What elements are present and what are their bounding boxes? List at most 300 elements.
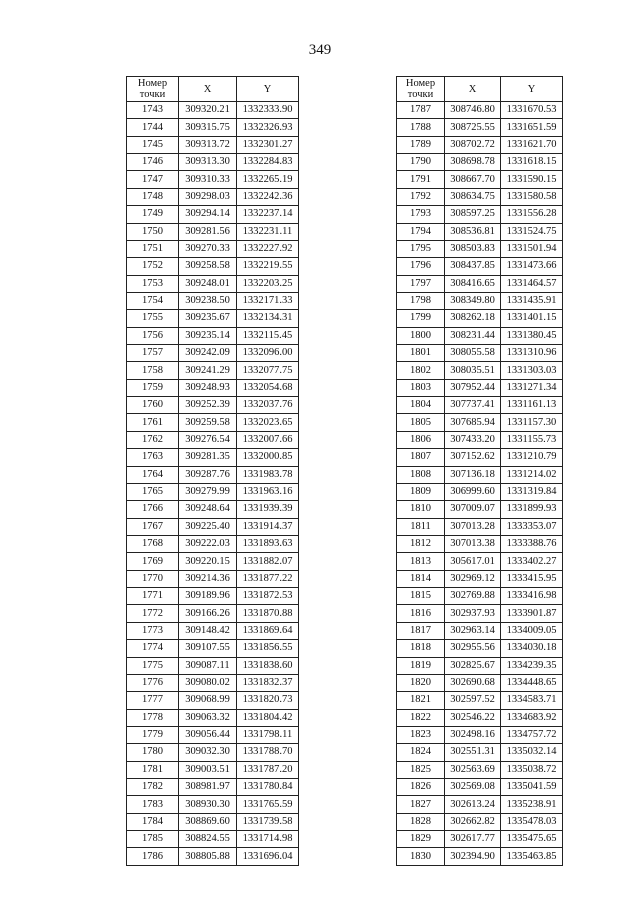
x-cell: 302613.24: [445, 796, 501, 813]
x-cell: 309281.35: [179, 449, 237, 466]
y-cell: 1335238.91: [501, 796, 563, 813]
point-number-cell: 1787: [397, 102, 445, 119]
x-cell: 308055.58: [445, 345, 501, 362]
table-row: [397, 535, 563, 552]
y-cell: 1332227.92: [237, 240, 299, 257]
x-cell: 306999.60: [445, 483, 501, 500]
y-cell: 1332007.66: [237, 431, 299, 448]
table-row: [127, 188, 299, 205]
x-cell: 302597.52: [445, 692, 501, 709]
point-number-cell: 1784: [127, 813, 179, 830]
x-cell: 309248.64: [179, 501, 237, 518]
point-number-cell: 1769: [127, 553, 179, 570]
table-row: [397, 640, 563, 657]
x-cell: 307685.94: [445, 414, 501, 431]
table-row: [127, 154, 299, 171]
x-cell: 309248.93: [179, 379, 237, 396]
x-cell: 308262.18: [445, 310, 501, 327]
point-number-cell: 1777: [127, 692, 179, 709]
table-row: [397, 570, 563, 587]
point-number-cell: 1818: [397, 640, 445, 657]
point-number-cell: 1749: [127, 206, 179, 223]
point-number-cell: 1778: [127, 709, 179, 726]
point-number-cell: 1802: [397, 362, 445, 379]
x-cell: 302955.56: [445, 640, 501, 657]
table-row: [127, 345, 299, 362]
x-cell: 302551.31: [445, 744, 501, 761]
x-cell: 307013.38: [445, 535, 501, 552]
table-row: [127, 397, 299, 414]
x-cell: 307136.18: [445, 466, 501, 483]
table-row: [397, 119, 563, 136]
x-cell: 307433.20: [445, 431, 501, 448]
x-cell: 309107.55: [179, 640, 237, 657]
x-cell: 308349.80: [445, 292, 501, 309]
x-cell: 309032.30: [179, 744, 237, 761]
y-cell: 1335478.03: [501, 813, 563, 830]
table-row: [127, 726, 299, 743]
table-row: [397, 206, 563, 223]
table-row: [127, 588, 299, 605]
x-cell: 308981.97: [179, 779, 237, 796]
y-cell: 1331780.84: [237, 779, 299, 796]
x-cell: 307013.28: [445, 518, 501, 535]
point-number-cell: 1808: [397, 466, 445, 483]
y-cell: 1331714.98: [237, 831, 299, 848]
table-row: [127, 744, 299, 761]
x-cell: 309056.44: [179, 726, 237, 743]
point-number-cell: 1767: [127, 518, 179, 535]
point-number-cell: 1795: [397, 240, 445, 257]
y-cell: 1334448.65: [501, 674, 563, 691]
point-number-cell: 1757: [127, 345, 179, 362]
table-row: [397, 848, 563, 865]
x-cell: 302394.90: [445, 848, 501, 865]
point-number-cell: 1752: [127, 258, 179, 275]
x-cell: 308930.30: [179, 796, 237, 813]
y-cell: 1332023.65: [237, 414, 299, 431]
point-number-cell: 1822: [397, 709, 445, 726]
x-cell: 305617.01: [445, 553, 501, 570]
x-cell: 309298.03: [179, 188, 237, 205]
y-cell: 1334239.35: [501, 657, 563, 674]
table-header-row: [127, 77, 299, 102]
point-number-cell: 1819: [397, 657, 445, 674]
y-cell: 1331856.55: [237, 640, 299, 657]
point-number-cell: 1805: [397, 414, 445, 431]
x-cell: 302662.82: [445, 813, 501, 830]
y-cell: 1332265.19: [237, 171, 299, 188]
x-cell: 302546.22: [445, 709, 501, 726]
x-cell: 309287.76: [179, 466, 237, 483]
table-row: [397, 466, 563, 483]
table-row: [127, 102, 299, 119]
x-cell: 309242.09: [179, 345, 237, 362]
y-cell: 1331380.45: [501, 327, 563, 344]
point-number-cell: 1743: [127, 102, 179, 119]
y-cell: 1333402.27: [501, 553, 563, 570]
point-number-cell: 1801: [397, 345, 445, 362]
y-cell: 1334757.72: [501, 726, 563, 743]
y-cell: 1331155.73: [501, 431, 563, 448]
y-cell: 1331214.02: [501, 466, 563, 483]
x-cell: 309235.67: [179, 310, 237, 327]
point-number-cell: 1748: [127, 188, 179, 205]
table-row: [127, 466, 299, 483]
y-cell: 1331765.59: [237, 796, 299, 813]
y-cell: 1332077.75: [237, 362, 299, 379]
table-row: [397, 171, 563, 188]
y-cell: 1332037.76: [237, 397, 299, 414]
table-row: [397, 761, 563, 778]
table-row: [127, 310, 299, 327]
table-row: [397, 483, 563, 500]
point-number-cell: 1821: [397, 692, 445, 709]
y-cell: 1332054.68: [237, 379, 299, 396]
y-cell: 1333353.07: [501, 518, 563, 535]
y-cell: 1334583.71: [501, 692, 563, 709]
header-point-number: Номер точки: [127, 77, 179, 102]
table-row: [127, 553, 299, 570]
table-row: [397, 136, 563, 153]
x-cell: 308869.60: [179, 813, 237, 830]
header-x: X: [445, 77, 501, 102]
point-number-cell: 1783: [127, 796, 179, 813]
x-cell: 309080.02: [179, 674, 237, 691]
point-number-cell: 1780: [127, 744, 179, 761]
x-cell: 309315.75: [179, 119, 237, 136]
y-cell: 1332115.45: [237, 327, 299, 344]
point-number-cell: 1827: [397, 796, 445, 813]
y-cell: 1331310.96: [501, 345, 563, 362]
point-number-cell: 1764: [127, 466, 179, 483]
x-cell: 308634.75: [445, 188, 501, 205]
table-row: [397, 310, 563, 327]
x-cell: 302825.67: [445, 657, 501, 674]
table-row: [397, 188, 563, 205]
point-number-cell: 1779: [127, 726, 179, 743]
table-row: [397, 657, 563, 674]
table-row: [127, 171, 299, 188]
y-cell: 1332301.27: [237, 136, 299, 153]
x-cell: 308824.55: [179, 831, 237, 848]
x-cell: 308536.81: [445, 223, 501, 240]
table-row: [127, 848, 299, 865]
table-row: [397, 362, 563, 379]
table-row: [397, 154, 563, 171]
y-cell: 1331435.91: [501, 292, 563, 309]
x-cell: 309235.14: [179, 327, 237, 344]
point-number-cell: 1781: [127, 761, 179, 778]
point-number-cell: 1766: [127, 501, 179, 518]
y-cell: 1331893.63: [237, 535, 299, 552]
table-row: [397, 501, 563, 518]
point-number-cell: 1746: [127, 154, 179, 171]
y-cell: 1335463.85: [501, 848, 563, 865]
coordinates-table-right: [396, 76, 563, 866]
y-cell: 1331501.94: [501, 240, 563, 257]
table-row: [127, 414, 299, 431]
x-cell: 309248.01: [179, 275, 237, 292]
y-cell: 1331963.16: [237, 483, 299, 500]
table-row: [397, 327, 563, 344]
point-number-cell: 1768: [127, 535, 179, 552]
x-cell: 309214.36: [179, 570, 237, 587]
y-cell: 1331739.58: [237, 813, 299, 830]
point-number-cell: 1756: [127, 327, 179, 344]
x-cell: 309238.50: [179, 292, 237, 309]
point-number-cell: 1793: [397, 206, 445, 223]
y-cell: 1331939.39: [237, 501, 299, 518]
x-cell: 308805.88: [179, 848, 237, 865]
y-cell: 1332231.11: [237, 223, 299, 240]
table-row: [397, 553, 563, 570]
table-row: [397, 588, 563, 605]
point-number-cell: 1750: [127, 223, 179, 240]
x-cell: 308503.83: [445, 240, 501, 257]
y-cell: 1331870.88: [237, 605, 299, 622]
x-cell: 302690.68: [445, 674, 501, 691]
point-number-cell: 1794: [397, 223, 445, 240]
table-row: [127, 136, 299, 153]
table-row: [397, 674, 563, 691]
point-number-cell: 1754: [127, 292, 179, 309]
table-row: [127, 483, 299, 500]
table-row: [127, 206, 299, 223]
table-row: [127, 709, 299, 726]
x-cell: 302569.08: [445, 779, 501, 796]
table-row: [127, 535, 299, 552]
table-row: [397, 449, 563, 466]
table-row: [397, 796, 563, 813]
point-number-cell: 1774: [127, 640, 179, 657]
table-row: [397, 605, 563, 622]
y-cell: 1332203.25: [237, 275, 299, 292]
y-cell: 1331788.70: [237, 744, 299, 761]
y-cell: 1331872.53: [237, 588, 299, 605]
x-cell: 309310.33: [179, 171, 237, 188]
y-cell: 1331161.13: [501, 397, 563, 414]
table-row: [397, 709, 563, 726]
point-number-cell: 1817: [397, 622, 445, 639]
y-cell: 1333415.95: [501, 570, 563, 587]
table-row: [127, 501, 299, 518]
x-cell: 302498.16: [445, 726, 501, 743]
point-number-cell: 1806: [397, 431, 445, 448]
table-row: [397, 223, 563, 240]
point-number-cell: 1758: [127, 362, 179, 379]
table-row: [397, 831, 563, 848]
y-cell: 1333388.76: [501, 535, 563, 552]
point-number-cell: 1810: [397, 501, 445, 518]
x-cell: 309313.30: [179, 154, 237, 171]
y-cell: 1335038.72: [501, 761, 563, 778]
point-number-cell: 1760: [127, 397, 179, 414]
x-cell: 302969.12: [445, 570, 501, 587]
x-cell: 308437.85: [445, 258, 501, 275]
table-row: [127, 240, 299, 257]
point-number-cell: 1753: [127, 275, 179, 292]
point-number-cell: 1786: [127, 848, 179, 865]
point-number-cell: 1815: [397, 588, 445, 605]
x-cell: 308746.80: [445, 102, 501, 119]
point-number-cell: 1775: [127, 657, 179, 674]
point-number-cell: 1813: [397, 553, 445, 570]
table-row: [397, 379, 563, 396]
y-cell: 1331651.59: [501, 119, 563, 136]
table-row: [397, 726, 563, 743]
y-cell: 1332333.90: [237, 102, 299, 119]
point-number-cell: 1814: [397, 570, 445, 587]
point-number-cell: 1804: [397, 397, 445, 414]
y-cell: 1334009.05: [501, 622, 563, 639]
point-number-cell: 1747: [127, 171, 179, 188]
x-cell: 308698.78: [445, 154, 501, 171]
header-x: X: [179, 77, 237, 102]
y-cell: 1335032.14: [501, 744, 563, 761]
point-number-cell: 1800: [397, 327, 445, 344]
x-cell: 309225.40: [179, 518, 237, 535]
point-number-cell: 1824: [397, 744, 445, 761]
table-row: [127, 640, 299, 657]
table-row: [397, 397, 563, 414]
x-cell: 309148.42: [179, 622, 237, 639]
table-row: [127, 431, 299, 448]
table-row: [127, 362, 299, 379]
y-cell: 1333416.98: [501, 588, 563, 605]
point-number-cell: 1771: [127, 588, 179, 605]
x-cell: 309294.14: [179, 206, 237, 223]
point-number-cell: 1785: [127, 831, 179, 848]
table-header-row: [397, 77, 563, 102]
point-number-cell: 1790: [397, 154, 445, 171]
point-number-cell: 1825: [397, 761, 445, 778]
table-body-left: [127, 102, 299, 866]
point-number-cell: 1811: [397, 518, 445, 535]
y-cell: 1331580.58: [501, 188, 563, 205]
point-number-cell: 1761: [127, 414, 179, 431]
y-cell: 1331556.28: [501, 206, 563, 223]
point-number-cell: 1776: [127, 674, 179, 691]
y-cell: 1331670.53: [501, 102, 563, 119]
y-cell: 1331832.37: [237, 674, 299, 691]
table-row: [397, 744, 563, 761]
table-row: [127, 223, 299, 240]
y-cell: 1331914.37: [237, 518, 299, 535]
table-row: [127, 119, 299, 136]
y-cell: 1332171.33: [237, 292, 299, 309]
y-cell: 1331869.64: [237, 622, 299, 639]
table-row: [397, 102, 563, 119]
x-cell: 309087.11: [179, 657, 237, 674]
y-cell: 1331401.15: [501, 310, 563, 327]
point-number-cell: 1826: [397, 779, 445, 796]
header-y: Y: [501, 77, 563, 102]
point-number-cell: 1798: [397, 292, 445, 309]
x-cell: 308597.25: [445, 206, 501, 223]
point-number-cell: 1812: [397, 535, 445, 552]
y-cell: 1331464.57: [501, 275, 563, 292]
y-cell: 1332219.55: [237, 258, 299, 275]
x-cell: 308416.65: [445, 275, 501, 292]
y-cell: 1334683.92: [501, 709, 563, 726]
point-number-cell: 1745: [127, 136, 179, 153]
table-row: [127, 831, 299, 848]
point-number-cell: 1789: [397, 136, 445, 153]
x-cell: 308035.51: [445, 362, 501, 379]
y-cell: 1331983.78: [237, 466, 299, 483]
table-row: [127, 605, 299, 622]
y-cell: 1331303.03: [501, 362, 563, 379]
x-cell: 309276.54: [179, 431, 237, 448]
point-number-cell: 1782: [127, 779, 179, 796]
x-cell: 309241.29: [179, 362, 237, 379]
y-cell: 1335475.65: [501, 831, 563, 848]
table-row: [397, 275, 563, 292]
table-row: [127, 796, 299, 813]
point-number-cell: 1755: [127, 310, 179, 327]
point-number-cell: 1809: [397, 483, 445, 500]
y-cell: 1332242.36: [237, 188, 299, 205]
table-row: [127, 518, 299, 535]
x-cell: 308667.70: [445, 171, 501, 188]
y-cell: 1331621.70: [501, 136, 563, 153]
y-cell: 1331838.60: [237, 657, 299, 674]
y-cell: 1331787.20: [237, 761, 299, 778]
x-cell: 309281.56: [179, 223, 237, 240]
header-point-number: Номер точки: [397, 77, 445, 102]
table-row: [127, 622, 299, 639]
table-row: [127, 449, 299, 466]
y-cell: 1332096.00: [237, 345, 299, 362]
y-cell: 1335041.59: [501, 779, 563, 796]
y-cell: 1331210.79: [501, 449, 563, 466]
y-cell: 1333901.87: [501, 605, 563, 622]
x-cell: 307152.62: [445, 449, 501, 466]
y-cell: 1331696.04: [237, 848, 299, 865]
y-cell: 1334030.18: [501, 640, 563, 657]
y-cell: 1331618.15: [501, 154, 563, 171]
table-row: [397, 518, 563, 535]
header-y: Y: [237, 77, 299, 102]
table-row: [127, 813, 299, 830]
table-row: [127, 570, 299, 587]
x-cell: 309259.58: [179, 414, 237, 431]
point-number-cell: 1762: [127, 431, 179, 448]
point-number-cell: 1803: [397, 379, 445, 396]
y-cell: 1331798.11: [237, 726, 299, 743]
table-body-right: [397, 102, 563, 866]
table-row: [127, 327, 299, 344]
y-cell: 1331899.93: [501, 501, 563, 518]
x-cell: 302937.93: [445, 605, 501, 622]
table-row: [397, 345, 563, 362]
point-number-cell: 1773: [127, 622, 179, 639]
table-row: [397, 779, 563, 796]
point-number-cell: 1797: [397, 275, 445, 292]
x-cell: 308725.55: [445, 119, 501, 136]
table-row: [127, 258, 299, 275]
table-row: [127, 379, 299, 396]
y-cell: 1331473.66: [501, 258, 563, 275]
table-row: [397, 292, 563, 309]
x-cell: 309068.99: [179, 692, 237, 709]
y-cell: 1331820.73: [237, 692, 299, 709]
table-row: [397, 258, 563, 275]
x-cell: 307952.44: [445, 379, 501, 396]
table-row: [127, 761, 299, 778]
x-cell: 309220.15: [179, 553, 237, 570]
